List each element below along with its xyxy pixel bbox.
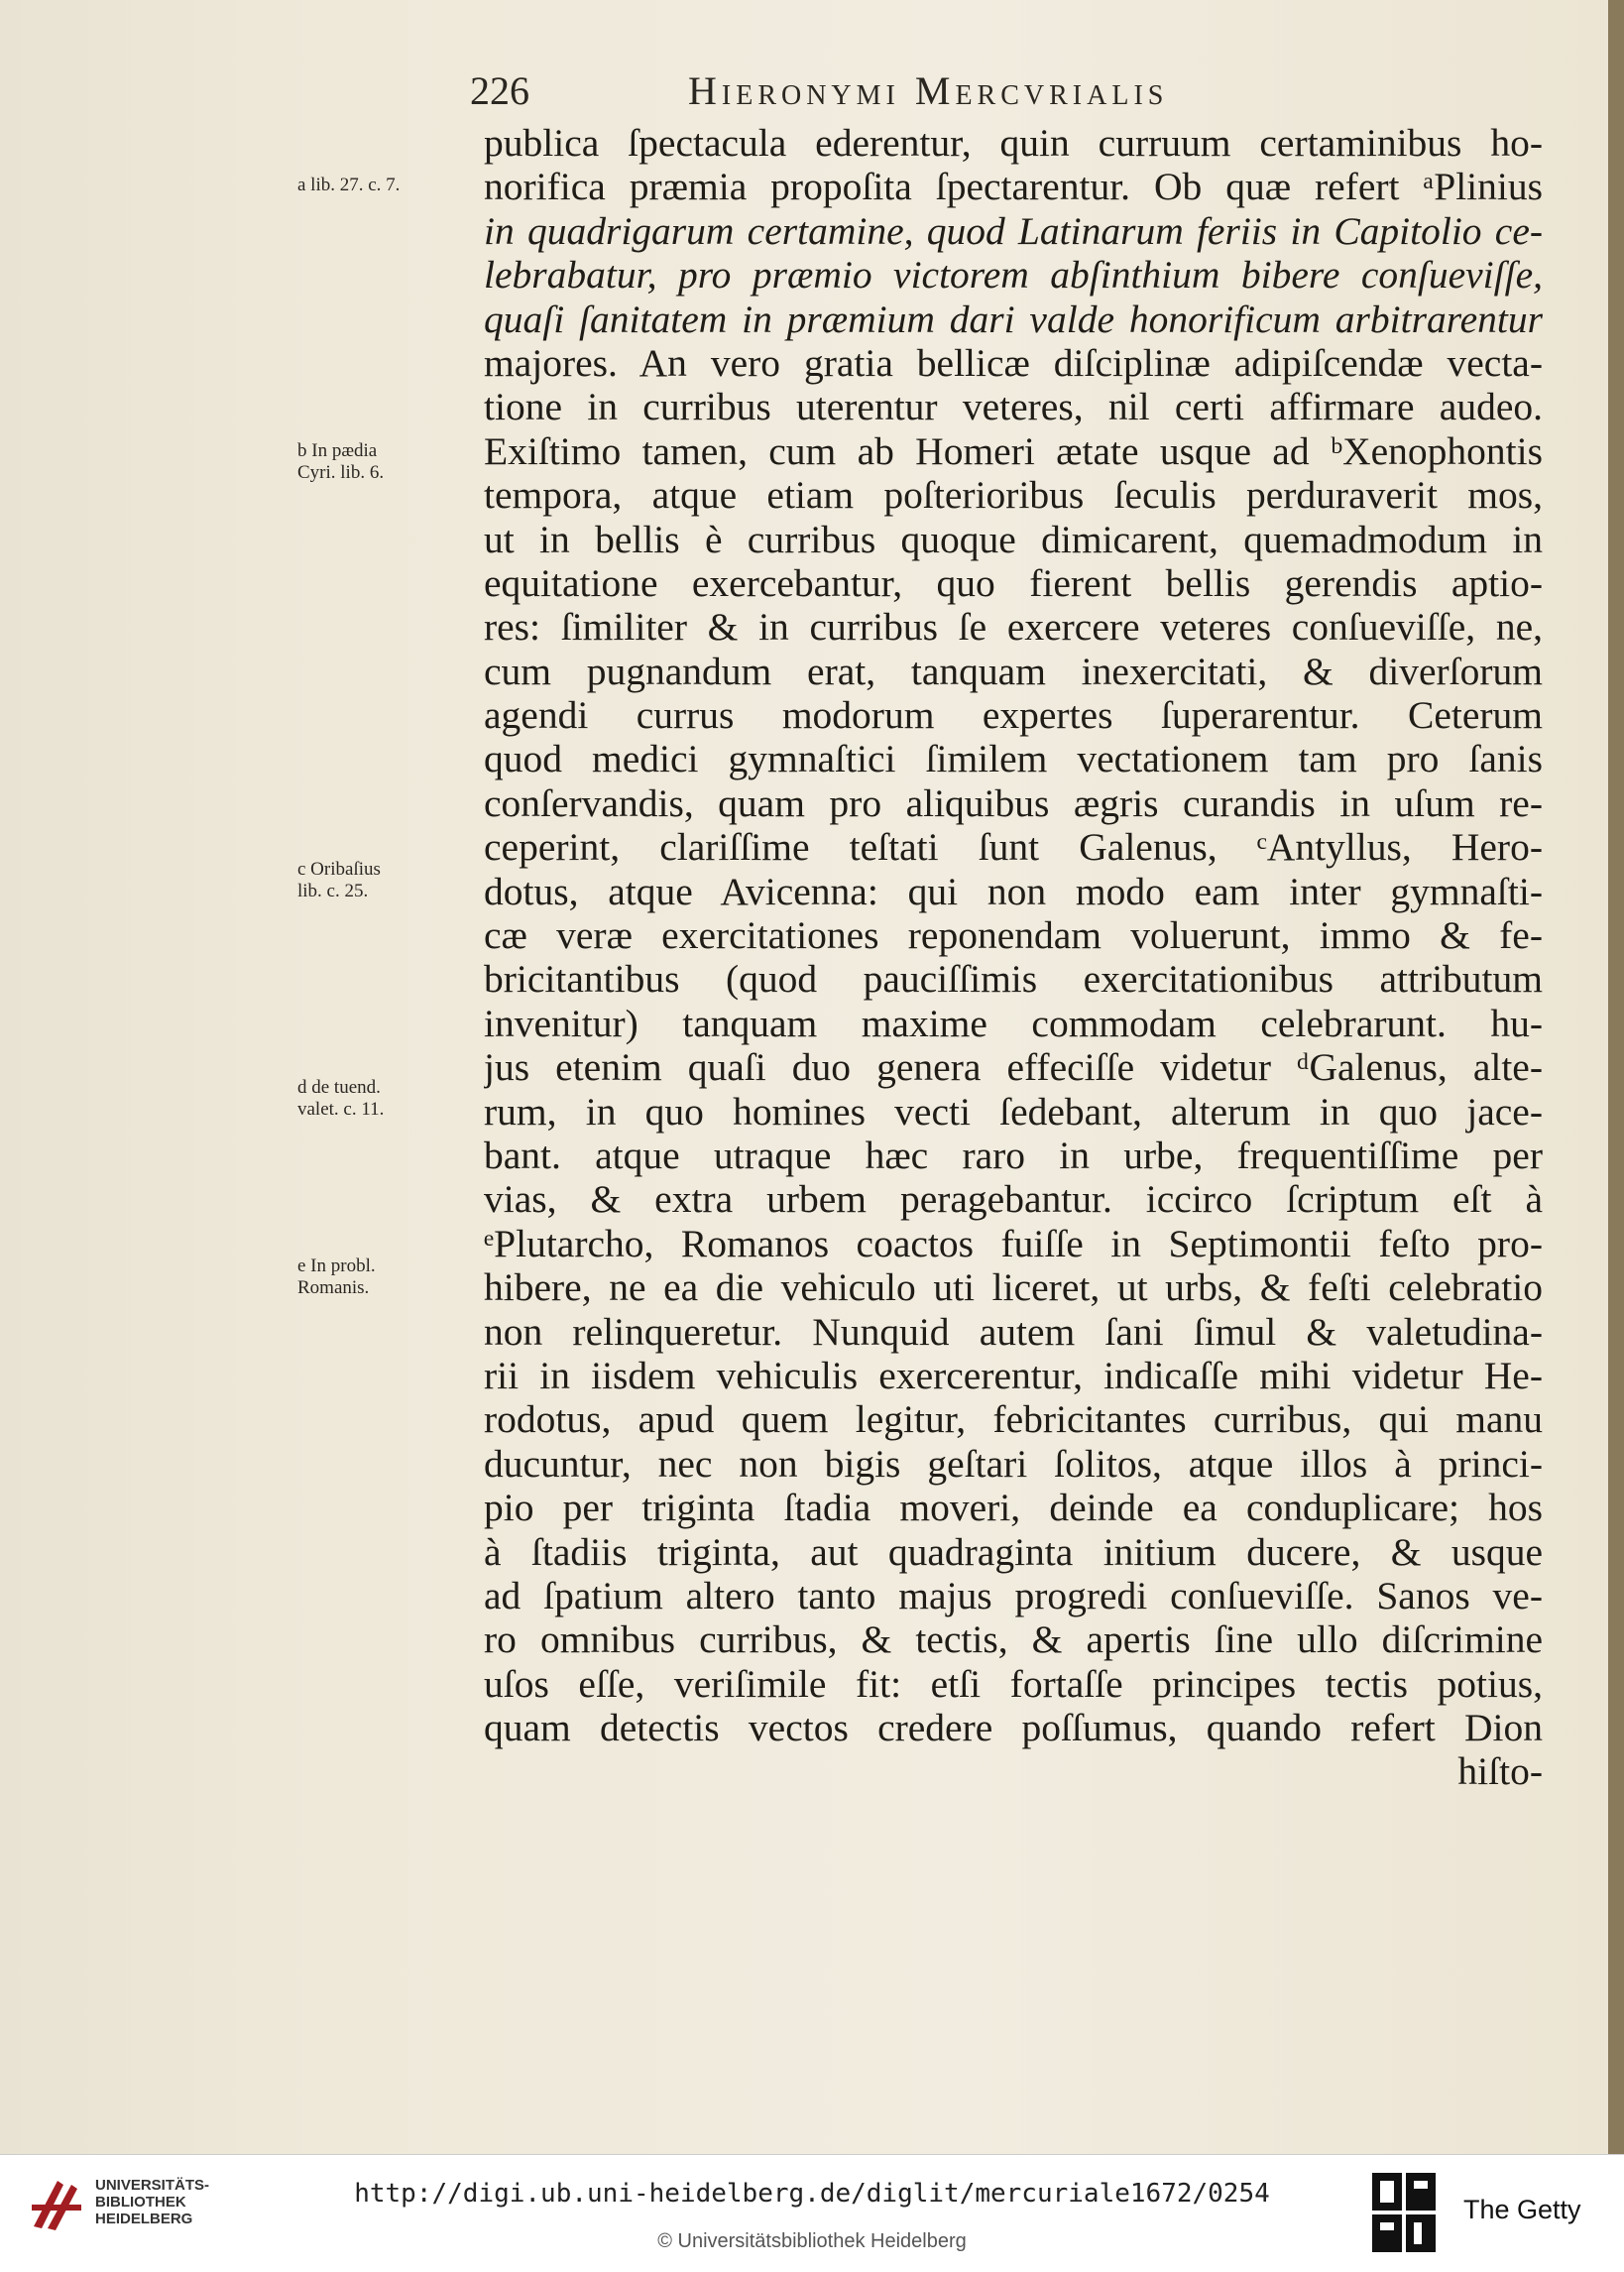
- marginal-note: [297, 1256, 376, 1299]
- text-line: Exiſtimo tamen, cum ab Homeri ætate usque ad ᵇXenophontis: [484, 428, 1543, 473]
- text-line: res: ſimiliter & in curribus ſe exercere veteres conſueviſſe, ne,: [484, 605, 1543, 650]
- marginal-note-line: Romanis.: [297, 1277, 370, 1298]
- text-line: bricitantibus (quod pauciſſimis exercitationibus attributum: [484, 957, 1543, 1002]
- body-text: [484, 121, 1543, 1794]
- page-number: 226: [470, 68, 529, 113]
- running-head: Hieronymi Mercvrialis: [688, 68, 1169, 113]
- text-line: tempora, atque etiam poſterioribus ſeculis perduraverit mos,: [484, 473, 1543, 518]
- marginal-note-line: a lib. 27. c. 7.: [297, 175, 401, 195]
- text-line: conſervandis, quam pro aliquibus ægris curandis in uſum re-: [484, 780, 1543, 825]
- text-line: norifica præmia propoſita ſpectarentur. Ob quæ refert ᵃPlinius: [484, 165, 1543, 209]
- text-line: ducuntur, nec non bigis geſtari ſolitos, atque illos à princi-: [484, 1441, 1543, 1486]
- text-line: rum, in quo homines vecti ſedebant, alterum in quo jace-: [484, 1089, 1543, 1134]
- text-line: quam detectis vectos credere poſſumus, quando refert Dion: [484, 1706, 1543, 1750]
- text-line: rodotus, apud quem legitur, febricitantes curribus, qui manu: [484, 1397, 1543, 1442]
- marginal-note: [297, 440, 384, 484]
- text-line: ᵉPlutarcho, Romanos coactos fuiſſe in Septimontii feſto pro-: [484, 1221, 1543, 1265]
- marginal-note-line: Cyri. lib. 6.: [297, 462, 385, 483]
- text-line: in quadrigarum certamine, quod Latinarum feriis in Capitolio ce-: [484, 208, 1543, 253]
- marginal-note-line: d de tuend.: [297, 1077, 381, 1098]
- text-line: hibere, ne ea die vehiculo uti liceret, ut urbs, & feſti celebratio: [484, 1265, 1543, 1310]
- text-line: pio per triginta ſtadia moveri, deinde ea conduplicare; hos: [484, 1486, 1543, 1530]
- text-line: lebrabatur, pro præmio victorem abſinthium bibere conſueviſſe,: [484, 253, 1543, 298]
- text-line: non relinqueretur. Nunquid autem ſani ſimul & valetudina-: [484, 1309, 1543, 1354]
- text-line: majores. An vero gratia bellicæ diſciplinæ adipiſcendæ vecta-: [484, 340, 1543, 385]
- text-line: cæ veræ exercitationes reponendam voluerunt, immo & fe-: [484, 913, 1543, 958]
- marginal-note-line: b In pædia: [297, 440, 378, 461]
- text-line: rii in iisdem vehiculis exercerentur, indicaſſe mihi videtur He-: [484, 1353, 1543, 1397]
- marginal-note-line: e In probl.: [297, 1256, 376, 1276]
- text-line: jus etenim quaſi duo genera effeciſſe videtur ᵈGalenus, alte-: [484, 1045, 1543, 1090]
- marginal-note: [297, 175, 400, 196]
- page-edge: [1608, 0, 1624, 2154]
- text-line: agendi currus modorum expertes ſuperarentur. Ceterum: [484, 693, 1543, 738]
- catchword: hiſto-: [1457, 1749, 1543, 1794]
- text-line: à ſtadiis triginta, aut quadraginta initium ducere, & usque: [484, 1529, 1543, 1574]
- text-line: ad ſpatium altero tanto majus progredi conſueviſſe. Sanos ve-: [484, 1573, 1543, 1617]
- text-line: vias, & extra urbem peragebantur. iccirco ſcriptum eſt à: [484, 1177, 1543, 1222]
- text-line: tione in curribus uterentur veteres, nil certi affirmare audeo.: [484, 385, 1543, 429]
- text-line: publica ſpectacula ederentur, quin curruum certaminibus ho-: [484, 121, 1543, 165]
- marginal-note: [297, 1077, 384, 1121]
- text-line: uſos eſſe, veriſimile fit: etſi fortaſſe principes tectis potius,: [484, 1661, 1543, 1706]
- text-line: quaſi ſanitatem in præmium dari valde honorificum arbitrarentur: [484, 297, 1543, 341]
- marginal-note-line: c Oribaſius: [297, 859, 381, 880]
- institution-line: UNIVERSITÄTS-: [95, 2177, 210, 2194]
- page-header: [470, 67, 1360, 117]
- marginal-note-line: lib. c. 25.: [297, 881, 369, 901]
- copyright-notice: © Universitätsbibliothek Heidelberg: [657, 2230, 967, 2252]
- getty-icon: [1370, 2171, 1440, 2254]
- institution-line: HEIDELBERG: [95, 2211, 193, 2227]
- viewer-footer: [0, 2154, 1624, 2272]
- text-line: cum pugnandum erat, tanquam inexercitati, & diverſorum: [484, 649, 1543, 693]
- text-line: bant. atque utraque hæc raro in urbe, frequentiſſime per: [484, 1133, 1543, 1177]
- text-line: equitatione exercebantur, quo fierent bellis gerendis aptio-: [484, 560, 1543, 605]
- institution-line: BIBLIOTHEK: [95, 2194, 186, 2211]
- text-line: quod medici gymnaſtici ſimilem vectationem tam pro ſanis: [484, 737, 1543, 781]
- marginal-note-line: valet. c. 11.: [297, 1099, 385, 1120]
- permalink-url[interactable]: http://digi.ub.uni-heidelberg.de/diglit/mercuriale1672/0254: [354, 2179, 1270, 2209]
- partner-name: The Getty: [1463, 2195, 1581, 2224]
- text-line: ceperint, clariſſime teſtati ſunt Galenus, ᶜAntyllus, Hero-: [484, 825, 1543, 870]
- text-line: dotus, atque Avicenna: qui non modo eam inter gymnaſti-: [484, 869, 1543, 913]
- marginal-note: [297, 859, 381, 902]
- text-line: ro omnibus curribus, & tectis, & apertis ſine ullo diſcrimine: [484, 1617, 1543, 1662]
- text-line: invenitur) tanquam maxime commodam celebrarunt. hu-: [484, 1001, 1543, 1045]
- text-line: ut in bellis è curribus quoque dimicarent, quemadmodum in: [484, 517, 1543, 561]
